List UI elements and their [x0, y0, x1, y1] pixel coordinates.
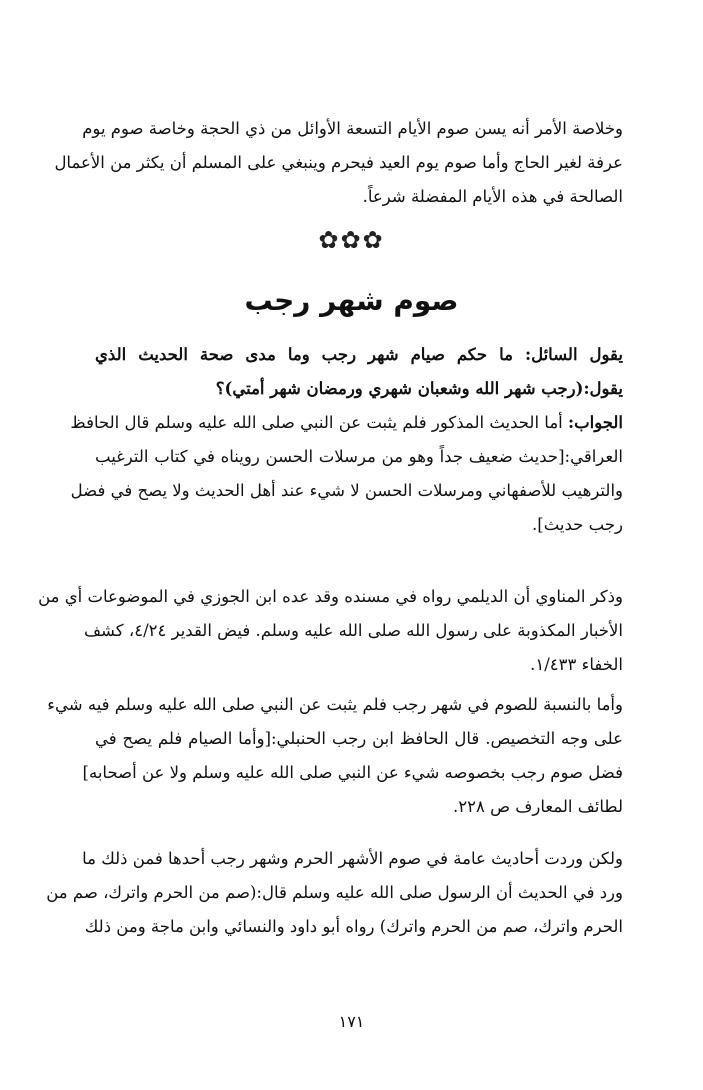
text-line: ولكن وردت أحاديث عامة في صوم الأشهر الحرم وشهر رجب أحدها فمن ذلك ما: [82, 849, 623, 868]
text-line: العراقي:[حديث ضعيف جداً وهو من مرسلات الحسن رويناه في كتاب الترغيب: [95, 447, 623, 466]
intro-paragraph: [54, 112, 623, 214]
paragraph-4: [46, 842, 623, 944]
text-line: الأخبار المكذوبة على رسول الله صلى الله عليه وسلم. فيض القدير ٤/٢٤، كشف: [83, 621, 623, 640]
paragraph-3: [47, 688, 623, 824]
text-line: ورد في الحديث أن الرسول صلى الله عليه وسلم قال:(صم من الحرم واترك، صم من: [46, 883, 623, 902]
answer-label: الجواب:: [568, 413, 623, 432]
text-line: الخفاء ١/٤٣٣.: [530, 655, 623, 674]
question-paragraph: [95, 338, 623, 406]
text-line: وخلاصة الأمر أنه يسن صوم الأيام التسعة الأوائل من ذي الحجة وخاصة صوم يوم: [82, 119, 623, 138]
text-line: يقول:(رجب شهر الله وشعبان شهري ورمضان شهر أمتي)؟: [215, 379, 623, 398]
text-line: وأما بالنسبة للصوم في شهر رجب فلم يثبت عن النبي صلى الله عليه وسلم فيه شيء: [47, 695, 623, 714]
answer-paragraph: [70, 406, 623, 542]
text-line: فضل صوم رجب بخصوصه شيء عن النبي صلى الله عليه وسلم ولا عن أصحابه]: [82, 763, 623, 782]
text-line: [70, 406, 623, 440]
text-line: الحرم واترك، صم من الحرم واترك) رواه أبو داود والنسائي وابن ماجة ومن ذلك: [84, 917, 623, 936]
paragraph-2: [38, 580, 623, 682]
section-title: صوم شهر رجب: [244, 284, 459, 317]
answer-first-line: أما الحديث المذكور فلم يثبت عن النبي صلى الله عليه وسلم قال الحافظ: [70, 413, 563, 432]
text-line: وذكر المناوي أن الديلمي رواه في مسنده وقد عده ابن الجوزي في الموضوعات أي من: [38, 587, 623, 606]
text-line: الصالحة في هذه الأيام المفضلة شرعاً.: [362, 187, 623, 206]
text-line: عرفة لغير الحاج وأما صوم يوم العيد فيحرم وينبغي على المسلم أن يكثر من الأعمال: [54, 153, 623, 172]
text-line: والترهيب للأصفهاني ومرسلات الحسن لا شيء عند أهل الحديث ولا يصح في فضل: [70, 481, 623, 500]
text-line: رجب حديث].: [532, 515, 623, 534]
text-line: يقول السائل: ما حكم صيام شهر رجب وما مدى صحة الحديث الذي: [95, 345, 623, 364]
text-line: على وجه التخصيص. قال الحافظ ابن رجب الحنبلي:[وأما الصيام فلم يصح في: [95, 729, 623, 748]
text-line: لطائف المعارف ص ٢٢٨.: [453, 797, 623, 816]
page-number: ١٧١: [338, 1012, 365, 1031]
ornament-divider: ✿✿✿: [318, 226, 385, 254]
